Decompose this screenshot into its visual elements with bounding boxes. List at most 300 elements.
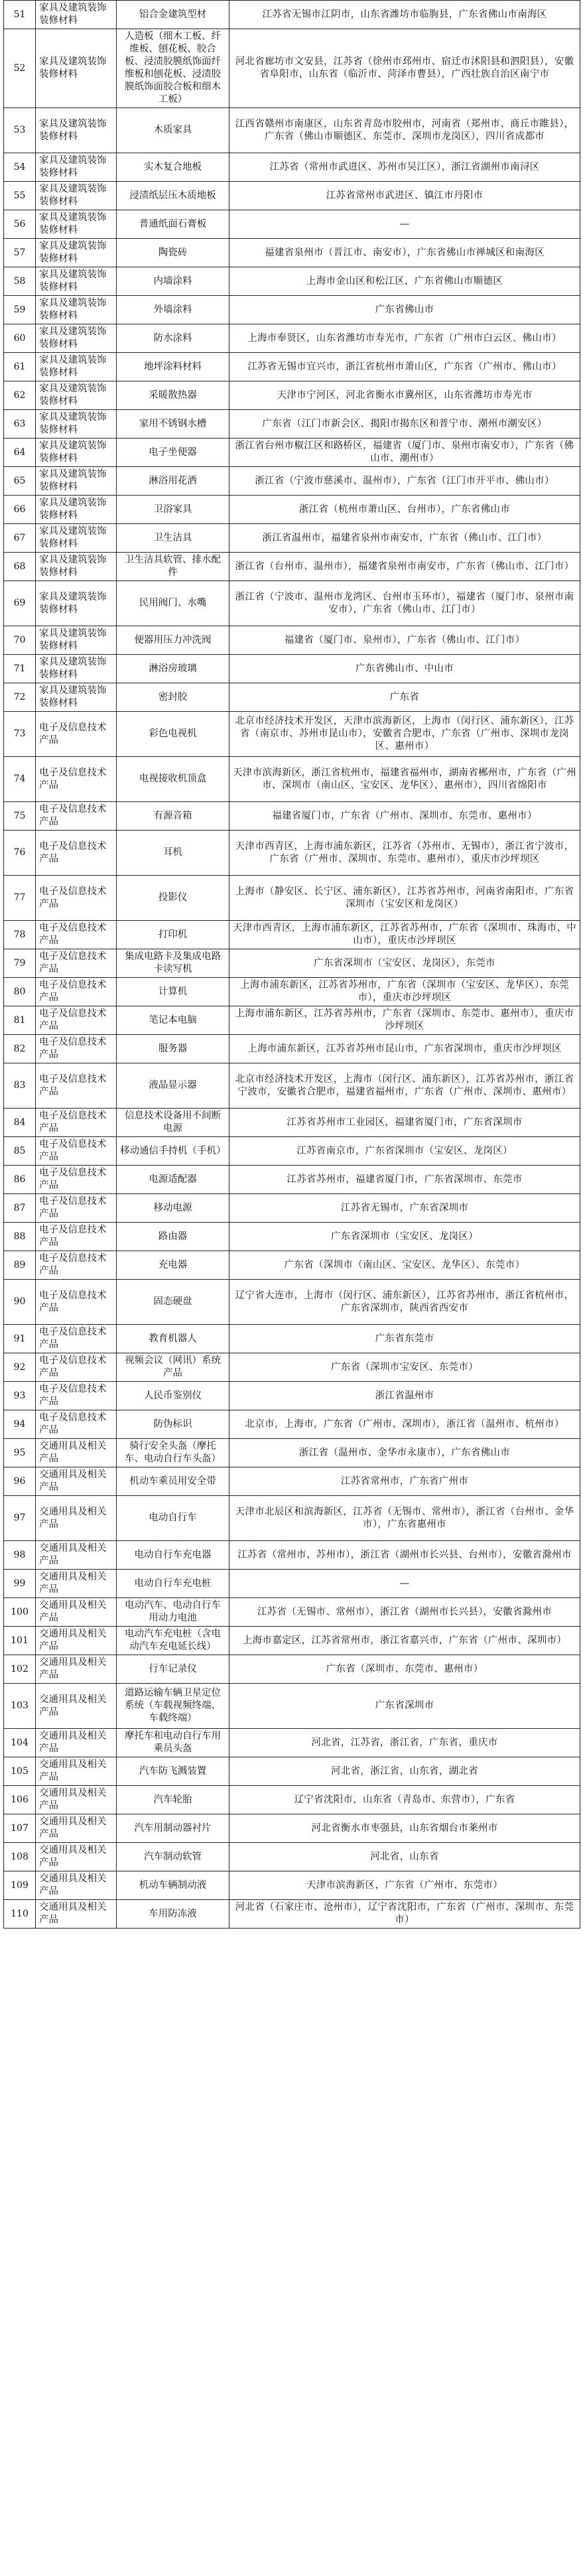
row-number: 72 xyxy=(4,683,36,712)
row-category: 电子及信息技术产品 xyxy=(36,1325,117,1353)
product-area-table xyxy=(3,0,580,1929)
row-area: 上海市嘉定区，江苏省常州市，浙江省嘉兴市，广东省（广州市、深圳市） xyxy=(229,1627,580,1655)
table-row xyxy=(4,1496,580,1541)
table-row xyxy=(4,1439,580,1467)
table-row xyxy=(4,1137,580,1166)
row-area: 河北省廊坊市文安县，江苏省（徐州市邳州市、宿迁市沭阳县和泗阳县），安徽省阜阳市，山东省（临沂市、菏泽市曹县），广西壮族自治区南宁市 xyxy=(229,29,580,108)
row-number: 65 xyxy=(4,467,36,496)
row-area: 浙江省（宁波市、温州市龙湾区、台州市玉环市），福建省（厦门市、泉州市南安市），广东省（佛山市、江门市） xyxy=(229,581,580,626)
row-product: 视频会议（网讯）系统产品 xyxy=(117,1353,229,1382)
row-number: 53 xyxy=(4,108,36,153)
row-product: 卫生洁具软管、排水配件 xyxy=(117,553,229,581)
row-product: 投影仪 xyxy=(117,876,229,921)
row-category: 家具及建筑装饰装修材料 xyxy=(36,381,117,410)
row-number: 79 xyxy=(4,949,36,978)
row-area: 河北省，浙江省，山东省，湖北省 xyxy=(229,1757,580,1786)
row-product: 淋浴用花洒 xyxy=(117,467,229,496)
row-area: 江苏省常州市，广东省广州市 xyxy=(229,1467,580,1496)
row-category: 家具及建筑装饰装修材料 xyxy=(36,524,117,553)
row-category: 家具及建筑装饰装修材料 xyxy=(36,353,117,381)
row-category: 电子及信息技术产品 xyxy=(36,1223,117,1251)
table-row xyxy=(4,1410,580,1439)
row-category: 家具及建筑装饰装修材料 xyxy=(36,239,117,267)
row-number: 104 xyxy=(4,1729,36,1757)
row-product: 防水涂料 xyxy=(117,324,229,353)
row-category: 电子及信息技术产品 xyxy=(36,1063,117,1109)
row-product: 移动电源 xyxy=(117,1194,229,1223)
row-category: 电子及信息技术产品 xyxy=(36,1194,117,1223)
row-area: 广东省深圳市（宝安区、龙岗区），东莞市 xyxy=(229,949,580,978)
row-area: 浙江省温州市，福建省泉州市南安市，广东省（佛山市、江门市） xyxy=(229,524,580,553)
row-number: 97 xyxy=(4,1496,36,1541)
table-body xyxy=(4,1,580,1929)
row-product: 笔记本电脑 xyxy=(117,1006,229,1035)
row-number: 91 xyxy=(4,1325,36,1353)
row-category: 家具及建筑装饰装修材料 xyxy=(36,296,117,324)
row-category: 家具及建筑装饰装修材料 xyxy=(36,108,117,153)
row-product: 电动自行车充电器 xyxy=(117,1541,229,1570)
row-number: 106 xyxy=(4,1786,36,1814)
table-row xyxy=(4,1627,580,1655)
row-category: 电子及信息技术产品 xyxy=(36,802,117,831)
row-product: 普通纸面石膏板 xyxy=(117,210,229,239)
row-number: 83 xyxy=(4,1063,36,1109)
row-category: 家具及建筑装饰装修材料 xyxy=(36,467,117,496)
row-product: 人造板（细木工板、纤维板、刨花板、胶合板、浸渍胶膜纸饰面纤维板和刨花板、浸渍胶膜纸饰面胶合板和细木工板） xyxy=(117,29,229,108)
row-category: 家具及建筑装饰装修材料 xyxy=(36,553,117,581)
row-number: 92 xyxy=(4,1353,36,1382)
row-category: 交通用具及相关产品 xyxy=(36,1439,117,1467)
table-row xyxy=(4,1541,580,1570)
row-category: 家具及建筑装饰装修材料 xyxy=(36,496,117,524)
row-product: 民用阀门、水嘴 xyxy=(117,581,229,626)
row-product: 服务器 xyxy=(117,1035,229,1063)
table-row xyxy=(4,1843,580,1871)
row-area: 北京市，上海市，广东省（广州市、深圳市），浙江省（温州市、杭州市） xyxy=(229,1410,580,1439)
row-number: 95 xyxy=(4,1439,36,1467)
row-area: 上海市浦东新区，江苏省苏州市昆山市，广东省深圳市，重庆市沙坪坝区 xyxy=(229,1035,580,1063)
table-row xyxy=(4,1194,580,1223)
table-row xyxy=(4,1814,580,1843)
table-row xyxy=(4,1382,580,1410)
table-row xyxy=(4,296,580,324)
row-area: 辽宁省沈阳市，山东省（青岛市、东营市），广东省 xyxy=(229,1786,580,1814)
row-category: 电子及信息技术产品 xyxy=(36,831,117,876)
row-number: 61 xyxy=(4,353,36,381)
row-category: 交通用具及相关产品 xyxy=(36,1814,117,1843)
row-product: 汽车用制动器衬片 xyxy=(117,1814,229,1843)
row-area: 广东省东莞市 xyxy=(229,1325,580,1353)
row-area: 广东省佛山市、中山市 xyxy=(229,655,580,683)
row-category: 交通用具及相关产品 xyxy=(36,1627,117,1655)
row-number: 78 xyxy=(4,921,36,949)
table-row xyxy=(4,712,580,757)
row-product: 卫浴家具 xyxy=(117,496,229,524)
table-row xyxy=(4,581,580,626)
row-category: 家具及建筑装饰装修材料 xyxy=(36,182,117,210)
row-category: 电子及信息技术产品 xyxy=(36,978,117,1006)
row-area: 广东省（深圳市宝安区、东莞市） xyxy=(229,1353,580,1382)
row-product: 电动汽车、电动自行车用动力电池 xyxy=(117,1598,229,1627)
row-number: 87 xyxy=(4,1194,36,1223)
row-product: 彩色电视机 xyxy=(117,712,229,757)
row-area: 江苏省（常州市武进区、苏州市吴江区），浙江省湖州市南浔区 xyxy=(229,153,580,182)
row-product: 机动车乘员用安全带 xyxy=(117,1467,229,1496)
row-area: 天津市西青区，上海市浦东新区，江苏省苏州市，广东省（深圳市、珠海市、中山市），重庆市沙坪坝区 xyxy=(229,921,580,949)
row-area: 河北省，江苏省，浙江省，广东省，重庆市 xyxy=(229,1729,580,1757)
table-row xyxy=(4,153,580,182)
row-area: 辽宁省大连市，上海市（闵行区、浦东新区），江苏省苏州市，浙江省杭州市，广东省深圳市，陕西省西安市 xyxy=(229,1280,580,1325)
table-row xyxy=(4,1684,580,1729)
row-number: 76 xyxy=(4,831,36,876)
table-row xyxy=(4,267,580,296)
row-product: 充电器 xyxy=(117,1251,229,1280)
row-category: 家具及建筑装饰装修材料 xyxy=(36,581,117,626)
row-area: 河北省（石家庄市、沧州市），辽宁省沈阳市，广东省（广州市、深圳市、东莞市） xyxy=(229,1900,580,1929)
table-row xyxy=(4,496,580,524)
row-category: 交通用具及相关产品 xyxy=(36,1843,117,1871)
table-row xyxy=(4,831,580,876)
row-area: 广东省 xyxy=(229,683,580,712)
row-product: 移动通信手持机（手机） xyxy=(117,1137,229,1166)
row-number: 102 xyxy=(4,1655,36,1684)
row-number: 62 xyxy=(4,381,36,410)
table-row xyxy=(4,1570,580,1598)
table-row xyxy=(4,1353,580,1382)
row-number: 86 xyxy=(4,1166,36,1194)
row-product: 电子坐便器 xyxy=(117,439,229,467)
row-category: 电子及信息技术产品 xyxy=(36,876,117,921)
row-number: 105 xyxy=(4,1757,36,1786)
row-number: 96 xyxy=(4,1467,36,1496)
row-area: 浙江省台州市椒江区和路桥区，福建省（厦门市、泉州市南安市），广东省（佛山市、潮州市） xyxy=(229,439,580,467)
row-number: 84 xyxy=(4,1109,36,1137)
row-category: 电子及信息技术产品 xyxy=(36,921,117,949)
row-product: 信息技术设备用不间断电源 xyxy=(117,1109,229,1137)
row-category: 电子及信息技术产品 xyxy=(36,949,117,978)
row-product: 计算机 xyxy=(117,978,229,1006)
row-product: 行车记录仪 xyxy=(117,1655,229,1684)
row-category: 电子及信息技术产品 xyxy=(36,1035,117,1063)
row-category: 电子及信息技术产品 xyxy=(36,1109,117,1137)
row-number: 81 xyxy=(4,1006,36,1035)
table-row xyxy=(4,683,580,712)
row-category: 电子及信息技术产品 xyxy=(36,1251,117,1280)
row-area: 浙江省（温州市、金华市永康市），广东省佛山市 xyxy=(229,1439,580,1467)
table-row xyxy=(4,978,580,1006)
row-product: 电动汽车充电桩（含电动汽车充电延长线） xyxy=(117,1627,229,1655)
row-area: 北京市经济技术开发区，上海市（闵行区、浦东新区），江苏省苏州市，浙江省宁波市，安徽省合肥市，福建省福州市，广东省（广州市、深圳市、惠州市） xyxy=(229,1063,580,1109)
row-category: 交通用具及相关产品 xyxy=(36,1467,117,1496)
row-product: 内墙涂料 xyxy=(117,267,229,296)
row-area: 浙江省温州市 xyxy=(229,1382,580,1410)
row-area: 广东省（江门市新会区、揭阳市揭东区和普宁市、潮州市潮安区） xyxy=(229,410,580,439)
row-area: 江苏省（无锡市、常州市），浙江省（湖州市长兴县），安徽省滁州市 xyxy=(229,1598,580,1627)
table-row xyxy=(4,1871,580,1900)
row-number: 64 xyxy=(4,439,36,467)
row-product: 汽车制动软管 xyxy=(117,1843,229,1871)
table-row xyxy=(4,524,580,553)
row-category: 交通用具及相关产品 xyxy=(36,1570,117,1598)
row-area: 广东省（深圳市（南山区、宝安区、龙华区）、东莞市） xyxy=(229,1251,580,1280)
row-number: 75 xyxy=(4,802,36,831)
row-number: 107 xyxy=(4,1814,36,1843)
row-category: 交通用具及相关产品 xyxy=(36,1871,117,1900)
row-number: 70 xyxy=(4,626,36,655)
row-category: 交通用具及相关产品 xyxy=(36,1729,117,1757)
row-product: 车用防冻液 xyxy=(117,1900,229,1929)
table-row xyxy=(4,1757,580,1786)
row-number: 73 xyxy=(4,712,36,757)
row-number: 66 xyxy=(4,496,36,524)
table-row xyxy=(4,1109,580,1137)
table-row xyxy=(4,29,580,108)
row-number: 94 xyxy=(4,1410,36,1439)
row-category: 交通用具及相关产品 xyxy=(36,1541,117,1570)
table-row xyxy=(4,353,580,381)
row-area: 江西省赣州市南康区，山东省青岛市胶州市，河南省（郑州市、商丘市睢县），广东省（佛山市顺德区、东莞市、深圳市龙岗区），四川省成都市 xyxy=(229,108,580,153)
table-row xyxy=(4,239,580,267)
row-category: 交通用具及相关产品 xyxy=(36,1496,117,1541)
row-number: 108 xyxy=(4,1843,36,1871)
table-row xyxy=(4,1900,580,1929)
row-area: 江苏省苏州市工业园区，福建省厦门市，广东省深圳市 xyxy=(229,1109,580,1137)
row-category: 家具及建筑装饰装修材料 xyxy=(36,29,117,108)
row-category: 家具及建筑装饰装修材料 xyxy=(36,683,117,712)
row-number: 88 xyxy=(4,1223,36,1251)
row-category: 电子及信息技术产品 xyxy=(36,1410,117,1439)
row-number: 51 xyxy=(4,1,36,29)
table-row xyxy=(4,1035,580,1063)
row-product: 外墙涂料 xyxy=(117,296,229,324)
row-product: 骑行安全头盔（摩托车、电动自行车头盔） xyxy=(117,1439,229,1467)
table-row xyxy=(4,1166,580,1194)
table-row xyxy=(4,626,580,655)
row-number: 77 xyxy=(4,876,36,921)
table-row xyxy=(4,439,580,467)
row-area: 上海市金山区和松江区，广东省佛山市顺德区 xyxy=(229,267,580,296)
row-number: 89 xyxy=(4,1251,36,1280)
table-row xyxy=(4,1325,580,1353)
row-area: 福建省厦门市，广东省（广州市、深圳市、东莞市、惠州市） xyxy=(229,802,580,831)
row-number: 54 xyxy=(4,153,36,182)
row-number: 74 xyxy=(4,757,36,802)
table-row xyxy=(4,1467,580,1496)
row-category: 交通用具及相关产品 xyxy=(36,1598,117,1627)
table-row xyxy=(4,381,580,410)
row-number: 56 xyxy=(4,210,36,239)
row-number: 59 xyxy=(4,296,36,324)
row-product: 汽车轮胎 xyxy=(117,1786,229,1814)
table-row xyxy=(4,876,580,921)
row-product: 密封胶 xyxy=(117,683,229,712)
table-row xyxy=(4,1655,580,1684)
row-category: 家具及建筑装饰装修材料 xyxy=(36,324,117,353)
row-number: 63 xyxy=(4,410,36,439)
row-area: 广东省深圳市 xyxy=(229,1684,580,1729)
row-number: 99 xyxy=(4,1570,36,1598)
row-product: 采暖散热器 xyxy=(117,381,229,410)
row-number: 60 xyxy=(4,324,36,353)
row-category: 交通用具及相关产品 xyxy=(36,1684,117,1729)
row-category: 家具及建筑装饰装修材料 xyxy=(36,153,117,182)
row-area: 江苏省南京市，广东省深圳市（宝安区、龙岗区） xyxy=(229,1137,580,1166)
row-product: 淋浴房玻璃 xyxy=(117,655,229,683)
row-area: 江苏省苏州市，福建省厦门市，广东省深圳市、东莞市 xyxy=(229,1166,580,1194)
row-number: 85 xyxy=(4,1137,36,1166)
row-category: 电子及信息技术产品 xyxy=(36,1280,117,1325)
row-product: 卫生洁具 xyxy=(117,524,229,553)
row-product: 电动自行车 xyxy=(117,1496,229,1541)
row-area: 江苏省常州市武进区、镇江市丹阳市 xyxy=(229,182,580,210)
row-area: 福建省（厦门市、泉州市），广东省（佛山市、江门市） xyxy=(229,626,580,655)
table-row xyxy=(4,802,580,831)
row-area: 上海市奉贤区，山东省潍坊市寿光市，广东省（广州市白云区、佛山市） xyxy=(229,324,580,353)
table-row xyxy=(4,553,580,581)
row-area: 江苏省无锡市宜兴市，浙江省杭州市萧山区，广东省（广州市、佛山市） xyxy=(229,353,580,381)
row-product: 打印机 xyxy=(117,921,229,949)
row-category: 家具及建筑装饰装修材料 xyxy=(36,410,117,439)
row-category: 电子及信息技术产品 xyxy=(36,1353,117,1382)
table-row xyxy=(4,1251,580,1280)
row-area: 广东省佛山市 xyxy=(229,296,580,324)
row-number: 100 xyxy=(4,1598,36,1627)
row-product: 电动自行车充电桩 xyxy=(117,1570,229,1598)
table-row xyxy=(4,921,580,949)
row-product: 便器用压力冲洗阀 xyxy=(117,626,229,655)
row-area: 天津市宁河区，河北省衡水市冀州区，山东省潍坊市寿光市 xyxy=(229,381,580,410)
row-category: 电子及信息技术产品 xyxy=(36,712,117,757)
row-area: 浙江省（台州市、温州市），福建省泉州市南安市，广东省（佛山市、江门市） xyxy=(229,553,580,581)
table-row xyxy=(4,108,580,153)
row-product: 有源音箱 xyxy=(117,802,229,831)
row-product: 道路运输车辆卫星定位系统（车载视频终端、车载终端） xyxy=(117,1684,229,1729)
table-row xyxy=(4,1598,580,1627)
row-number: 57 xyxy=(4,239,36,267)
row-area: 天津市滨海新区，广东省（广州市、东莞市） xyxy=(229,1871,580,1900)
row-number: 93 xyxy=(4,1382,36,1410)
row-category: 家具及建筑装饰装修材料 xyxy=(36,655,117,683)
row-product: 汽车防飞溅装置 xyxy=(117,1757,229,1786)
row-area: 天津市滨海新区，浙江省杭州市，福建省福州市，湖南省郴州市，广东省（广州市、深圳市（南山区、宝安区、龙华区）、惠州市），四川省绵阳市 xyxy=(229,757,580,802)
row-product: 机动车辆制动液 xyxy=(117,1871,229,1900)
table-row xyxy=(4,1280,580,1325)
row-category: 电子及信息技术产品 xyxy=(36,1382,117,1410)
table-row xyxy=(4,655,580,683)
row-number: 69 xyxy=(4,581,36,626)
row-category: 交通用具及相关产品 xyxy=(36,1786,117,1814)
row-area: 浙江省（宁波市慈溪市、温州市），广东省（江门市开平市、佛山市） xyxy=(229,467,580,496)
table-row xyxy=(4,1729,580,1757)
row-area: — xyxy=(229,1570,580,1598)
table-row xyxy=(4,757,580,802)
row-product: 陶瓷砖 xyxy=(117,239,229,267)
row-number: 103 xyxy=(4,1684,36,1729)
row-area: — xyxy=(229,210,580,239)
row-number: 110 xyxy=(4,1900,36,1929)
row-number: 109 xyxy=(4,1871,36,1900)
table-row xyxy=(4,949,580,978)
row-product: 木质家具 xyxy=(117,108,229,153)
row-area: 天津市西青区，上海市浦东新区，江苏省（苏州市、无锡市），浙江省宁波市，广东省（广州市、深圳市、东莞市、惠州市），重庆市沙坪坝区 xyxy=(229,831,580,876)
row-product: 耳机 xyxy=(117,831,229,876)
row-product: 电视接收机顶盒 xyxy=(117,757,229,802)
table-row xyxy=(4,1786,580,1814)
row-number: 82 xyxy=(4,1035,36,1063)
row-category: 家具及建筑装饰装修材料 xyxy=(36,210,117,239)
table-row xyxy=(4,210,580,239)
row-number: 90 xyxy=(4,1280,36,1325)
row-number: 55 xyxy=(4,182,36,210)
row-product: 浸渍纸层压木质地板 xyxy=(117,182,229,210)
row-area: 广东省（深圳市、东莞市、惠州市） xyxy=(229,1655,580,1684)
row-area: 上海市浦东新区，江苏省苏州市，广东省（深圳市、东莞市、惠州市），重庆市沙坪坝区 xyxy=(229,1006,580,1035)
row-area: 上海市（静安区、长宁区、浦东新区），江苏省苏州市，河南省南阳市，广东省深圳市（宝安区和龙岗区） xyxy=(229,876,580,921)
row-category: 家具及建筑装饰装修材料 xyxy=(36,626,117,655)
table-row xyxy=(4,1223,580,1251)
row-category: 家具及建筑装饰装修材料 xyxy=(36,439,117,467)
table-row xyxy=(4,182,580,210)
row-number: 58 xyxy=(4,267,36,296)
row-product: 家用不锈钢水槽 xyxy=(117,410,229,439)
row-area: 河北省，山东省 xyxy=(229,1843,580,1871)
table-row xyxy=(4,1006,580,1035)
row-product: 人民币鉴别仪 xyxy=(117,1382,229,1410)
table-row xyxy=(4,467,580,496)
row-area: 江苏省（常州市、苏州市），浙江省（湖州市长兴县、台州市），安徽省滁州市 xyxy=(229,1541,580,1570)
row-product: 液晶显示器 xyxy=(117,1063,229,1109)
row-product: 路由器 xyxy=(117,1223,229,1251)
row-product: 固态硬盘 xyxy=(117,1280,229,1325)
row-area: 福建省泉州市（晋江市、南安市），广东省佛山市禅城区和南海区 xyxy=(229,239,580,267)
row-category: 电子及信息技术产品 xyxy=(36,1166,117,1194)
row-product: 防伪标识 xyxy=(117,1410,229,1439)
row-category: 家具及建筑装饰装修材料 xyxy=(36,267,117,296)
row-category: 电子及信息技术产品 xyxy=(36,757,117,802)
row-product: 教育机器人 xyxy=(117,1325,229,1353)
table-row xyxy=(4,410,580,439)
row-area: 北京市经济技术开发区，天津市滨海新区，上海市（闵行区、浦东新区），江苏省（南京市、苏州市昆山市），安徽省合肥市，广东省（广州市、深圳市龙岗区、惠州市） xyxy=(229,712,580,757)
row-product: 地坪涂料材料 xyxy=(117,353,229,381)
row-number: 67 xyxy=(4,524,36,553)
row-number: 52 xyxy=(4,29,36,108)
row-category: 交通用具及相关产品 xyxy=(36,1900,117,1929)
row-area: 上海市浦东新区，江苏省苏州市，广东省（深圳市（宝安区、龙华区）、东莞市），重庆市沙坪坝区 xyxy=(229,978,580,1006)
row-area: 河北省衡水市枣强县，山东省烟台市莱州市 xyxy=(229,1814,580,1843)
row-area: 江苏省无锡市江阴市，山东省潍坊市临朐县，广东省佛山市南海区 xyxy=(229,1,580,29)
row-number: 98 xyxy=(4,1541,36,1570)
row-category: 电子及信息技术产品 xyxy=(36,1006,117,1035)
row-area: 广东省深圳市（宝安区、龙岗区） xyxy=(229,1223,580,1251)
table-row xyxy=(4,1063,580,1109)
row-product: 实木复合地板 xyxy=(117,153,229,182)
row-category: 电子及信息技术产品 xyxy=(36,1137,117,1166)
row-number: 68 xyxy=(4,553,36,581)
row-number: 71 xyxy=(4,655,36,683)
row-category: 交通用具及相关产品 xyxy=(36,1757,117,1786)
row-product: 铝合金建筑型材 xyxy=(117,1,229,29)
row-product: 电源适配器 xyxy=(117,1166,229,1194)
table-row xyxy=(4,324,580,353)
table-row xyxy=(4,1,580,29)
row-product: 集成电路卡及集成电路卡读写机 xyxy=(117,949,229,978)
row-category: 交通用具及相关产品 xyxy=(36,1655,117,1684)
row-number: 80 xyxy=(4,978,36,1006)
row-area: 江苏省无锡市，广东省深圳市 xyxy=(229,1194,580,1223)
row-number: 101 xyxy=(4,1627,36,1655)
row-category: 家具及建筑装饰装修材料 xyxy=(36,1,117,29)
row-area: 天津市北辰区和滨海新区，江苏省（无锡市、常州市），浙江省（台州市、金华市），广东省惠州市 xyxy=(229,1496,580,1541)
